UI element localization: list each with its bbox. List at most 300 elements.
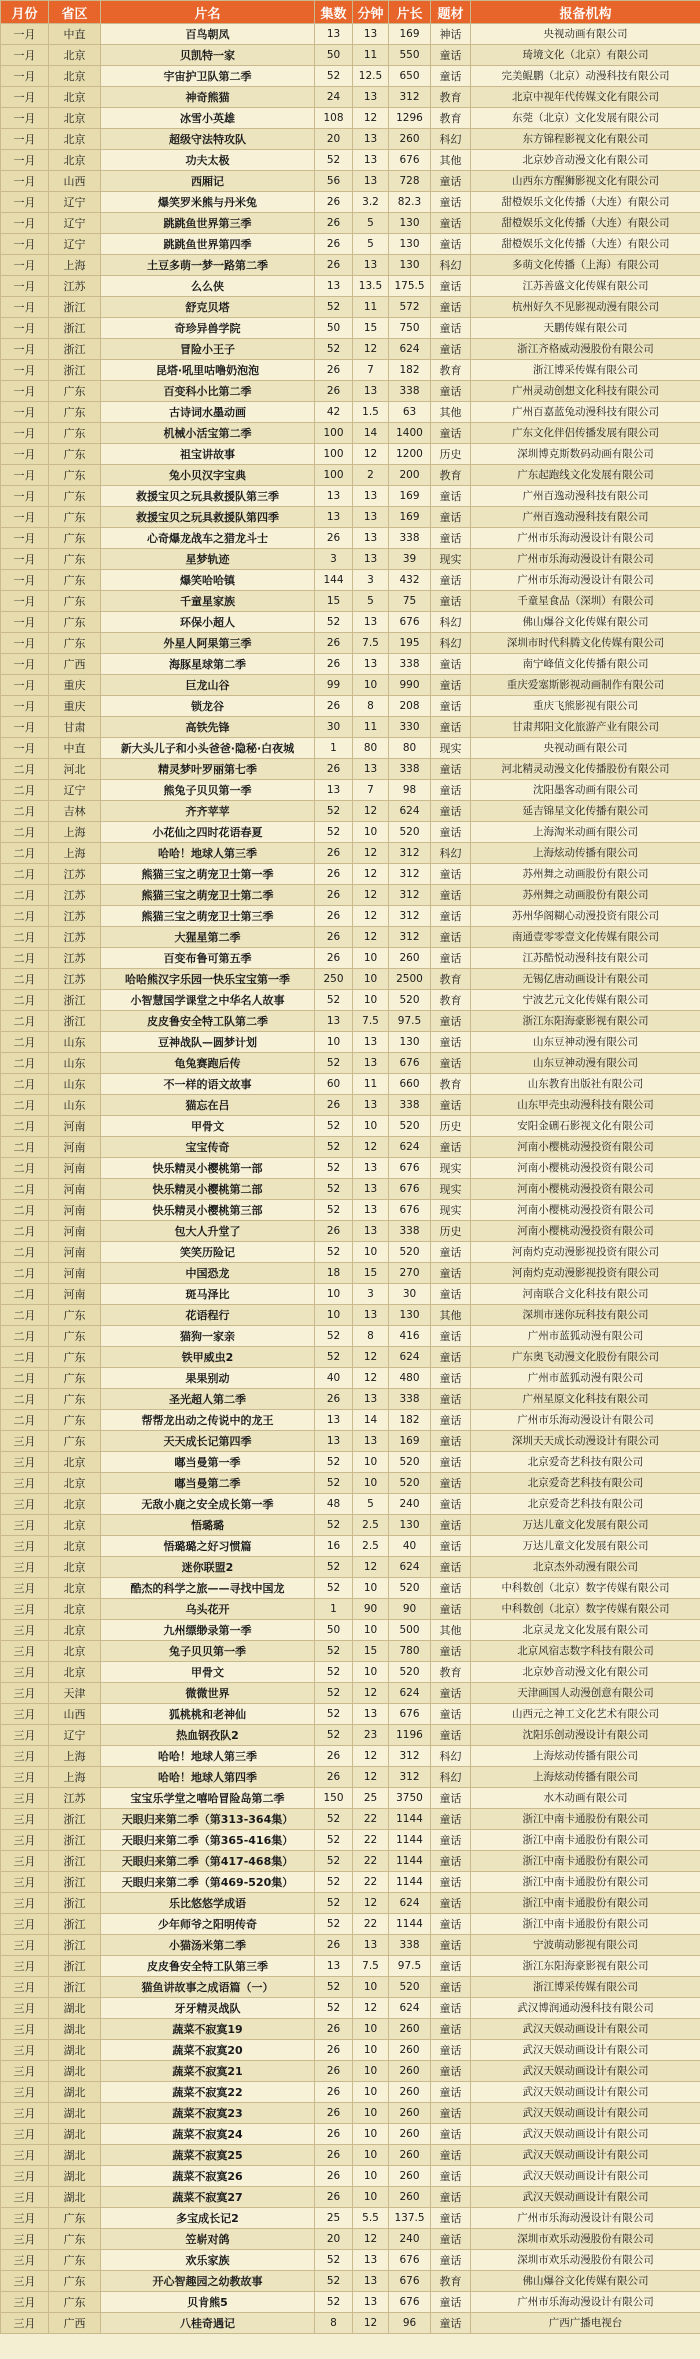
month-cell: 二月 [1,1053,49,1074]
organization-cell: 广东奥飞动漫文化股份有限公司 [471,1347,700,1368]
theme-cell: 童话 [431,1242,471,1263]
title-cell: 哈哈！地球人第四季 [101,1767,315,1788]
episodes-cell: 15 [315,591,353,612]
theme-cell: 童话 [431,423,471,444]
province-cell: 浙江 [49,1914,101,1935]
month-cell: 三月 [1,2250,49,2271]
theme-cell: 童话 [431,528,471,549]
length-cell: 676 [389,2271,431,2292]
province-cell: 浙江 [49,1977,101,1998]
title-cell: 天眼归来第二季（第313-364集） [101,1809,315,1830]
month-cell: 一月 [1,465,49,486]
episodes-cell: 52 [315,1641,353,1662]
title-cell: 皮皮鲁安全特工队第二季 [101,1011,315,1032]
length-cell: 260 [389,2187,431,2208]
table-row [1,1536,700,1557]
length-cell: 169 [389,1431,431,1452]
title-cell: 果果别动 [101,1368,315,1389]
organization-cell: 河南灼克动漫影视投资有限公司 [471,1242,700,1263]
province-cell: 浙江 [49,1830,101,1851]
month-cell: 三月 [1,1662,49,1683]
length-cell: 260 [389,2019,431,2040]
title-cell: 机械小活宝第二季 [101,423,315,444]
theme-cell: 童话 [431,1473,471,1494]
table-row [1,66,700,87]
title-cell: 熊猫三宝之萌宠卫士第一季 [101,864,315,885]
month-cell: 二月 [1,906,49,927]
minutes-cell: 10 [353,2124,389,2145]
organization-cell: 河南小樱桃动漫投资有限公司 [471,1158,700,1179]
table-row [1,2271,700,2292]
province-cell: 辽宁 [49,192,101,213]
organization-cell: 广州市乐海动漫设计有限公司 [471,2208,700,2229]
table-row [1,948,700,969]
province-cell: 浙江 [49,1956,101,1977]
table-row [1,24,700,45]
header-length: 片长 [389,1,431,24]
minutes-cell: 12 [353,801,389,822]
organization-cell: 山东豆神动漫有限公司 [471,1032,700,1053]
province-cell: 浙江 [49,1809,101,1830]
minutes-cell: 11 [353,45,389,66]
month-cell: 三月 [1,2040,49,2061]
table-row [1,1368,700,1389]
table-row [1,2103,700,2124]
episodes-cell: 13 [315,1011,353,1032]
organization-cell: 浙江中南卡通股份有限公司 [471,1914,700,1935]
minutes-cell: 2 [353,465,389,486]
minutes-cell: 80 [353,738,389,759]
minutes-cell: 15 [353,318,389,339]
organization-cell: 广州市乐海动漫设计有限公司 [471,1410,700,1431]
header-episodes: 集数 [315,1,353,24]
theme-cell: 童话 [431,570,471,591]
organization-cell: 北京妙音动漫文化有限公司 [471,1662,700,1683]
province-cell: 广东 [49,423,101,444]
theme-cell: 童话 [431,1536,471,1557]
length-cell: 676 [389,1053,431,1074]
minutes-cell: 12 [353,885,389,906]
organization-cell: 河南联合文化科技有限公司 [471,1284,700,1305]
length-cell: 240 [389,1494,431,1515]
table-row [1,612,700,633]
table-row [1,423,700,444]
organization-cell: 广州市蓝狐动漫有限公司 [471,1326,700,1347]
episodes-cell: 52 [315,1515,353,1536]
organization-cell: 浙江中南卡通股份有限公司 [471,1893,700,1914]
length-cell: 260 [389,948,431,969]
minutes-cell: 13 [353,486,389,507]
organization-cell: 安阳金硎石影视文化有限公司 [471,1116,700,1137]
theme-cell: 童话 [431,192,471,213]
episodes-cell: 52 [315,1725,353,1746]
length-cell: 624 [389,339,431,360]
theme-cell: 童话 [431,2313,471,2334]
organization-cell: 央视动画有限公司 [471,24,700,45]
minutes-cell: 2.5 [353,1515,389,1536]
month-cell: 二月 [1,1284,49,1305]
organization-cell: 北京灵龙文化发展有限公司 [471,1620,700,1641]
minutes-cell: 14 [353,1410,389,1431]
month-cell: 一月 [1,738,49,759]
month-cell: 三月 [1,1809,49,1830]
theme-cell: 童话 [431,2145,471,2166]
table-row [1,549,700,570]
episodes-cell: 100 [315,423,353,444]
month-cell: 一月 [1,255,49,276]
province-cell: 浙江 [49,318,101,339]
minutes-cell: 12 [353,1683,389,1704]
length-cell: 169 [389,486,431,507]
minutes-cell: 10 [353,2040,389,2061]
episodes-cell: 150 [315,1788,353,1809]
episodes-cell: 26 [315,948,353,969]
organization-cell: 武汉天娱动画设计有限公司 [471,2019,700,2040]
theme-cell: 童话 [431,276,471,297]
length-cell: 312 [389,906,431,927]
organization-cell: 山东甲壳虫动漫科技有限公司 [471,1095,700,1116]
province-cell: 江苏 [49,276,101,297]
table-row [1,2166,700,2187]
month-cell: 二月 [1,780,49,801]
province-cell: 北京 [49,1662,101,1683]
title-cell: 外星人阿果第三季 [101,633,315,654]
title-cell: 蔬菜不寂寞22 [101,2082,315,2103]
month-cell: 二月 [1,864,49,885]
length-cell: 520 [389,1473,431,1494]
table-row [1,234,700,255]
month-cell: 一月 [1,45,49,66]
theme-cell: 童话 [431,1872,471,1893]
organization-cell: 河南灼克动漫影视投资有限公司 [471,1263,700,1284]
length-cell: 338 [389,1935,431,1956]
table-row [1,1557,700,1578]
length-cell: 137.5 [389,2208,431,2229]
title-cell: 不一样的语文故事 [101,1074,315,1095]
title-cell: 蔬菜不寂寞19 [101,2019,315,2040]
organization-cell: 苏州舞之动画股份有限公司 [471,864,700,885]
title-cell: 猫狗一家亲 [101,1326,315,1347]
episodes-cell: 26 [315,864,353,885]
episodes-cell: 52 [315,1116,353,1137]
organization-cell: 沈阳墨客动画有限公司 [471,780,700,801]
episodes-cell: 26 [315,2187,353,2208]
title-cell: 星梦轨迹 [101,549,315,570]
episodes-cell: 18 [315,1263,353,1284]
episodes-cell: 26 [315,234,353,255]
title-cell: 巨龙山谷 [101,675,315,696]
minutes-cell: 10 [353,675,389,696]
province-cell: 广东 [49,2250,101,2271]
minutes-cell: 13 [353,528,389,549]
length-cell: 169 [389,24,431,45]
theme-cell: 童话 [431,1032,471,1053]
province-cell: 江苏 [49,969,101,990]
episodes-cell: 52 [315,1158,353,1179]
length-cell: 130 [389,213,431,234]
title-cell: 皮皮鲁安全特工队第三季 [101,1956,315,1977]
length-cell: 676 [389,612,431,633]
theme-cell: 童话 [431,927,471,948]
episodes-cell: 26 [315,1767,353,1788]
province-cell: 广东 [49,2229,101,2250]
organization-cell: 深圳市欢乐动漫股份有限公司 [471,2229,700,2250]
month-cell: 三月 [1,1893,49,1914]
table-row [1,1452,700,1473]
province-cell: 广东 [49,486,101,507]
province-cell: 广东 [49,633,101,654]
table-row [1,1788,700,1809]
theme-cell: 童话 [431,2019,471,2040]
episodes-cell: 52 [315,1473,353,1494]
organization-cell: 河北精灵动漫文化传播股份有限公司 [471,759,700,780]
episodes-cell: 250 [315,969,353,990]
length-cell: 130 [389,1305,431,1326]
table-row [1,318,700,339]
minutes-cell: 13 [353,2271,389,2292]
length-cell: 130 [389,234,431,255]
minutes-cell: 15 [353,1263,389,1284]
theme-cell: 现实 [431,1200,471,1221]
month-cell: 二月 [1,1137,49,1158]
episodes-cell: 13 [315,1410,353,1431]
organization-cell: 广西广播电视台 [471,2313,700,2334]
table-row [1,1179,700,1200]
minutes-cell: 12 [353,1746,389,1767]
table-row [1,1998,700,2019]
theme-cell: 童话 [431,1368,471,1389]
theme-cell: 童话 [431,381,471,402]
organization-cell: 天鹏传媒有限公司 [471,318,700,339]
month-cell: 三月 [1,1578,49,1599]
episodes-cell: 52 [315,1851,353,1872]
theme-cell: 童话 [431,1263,471,1284]
month-cell: 三月 [1,2124,49,2145]
length-cell: 338 [389,381,431,402]
length-cell: 260 [389,2166,431,2187]
month-cell: 二月 [1,1095,49,1116]
length-cell: 1144 [389,1809,431,1830]
month-cell: 三月 [1,1788,49,1809]
theme-cell: 童话 [431,2082,471,2103]
title-cell: 熊兔子贝贝第一季 [101,780,315,801]
length-cell: 520 [389,822,431,843]
minutes-cell: 13 [353,2250,389,2271]
theme-cell: 童话 [431,591,471,612]
province-cell: 湖北 [49,2040,101,2061]
episodes-cell: 26 [315,2082,353,2103]
organization-cell: 完美鲲鹏（北京）动漫科技有限公司 [471,66,700,87]
minutes-cell: 10 [353,822,389,843]
theme-cell: 童话 [431,654,471,675]
episodes-cell: 52 [315,1683,353,1704]
month-cell: 一月 [1,612,49,633]
organization-cell: 浙江中南卡通股份有限公司 [471,1851,700,1872]
organization-cell: 广州星原文化科技有限公司 [471,1389,700,1410]
month-cell: 三月 [1,1515,49,1536]
minutes-cell: 90 [353,1599,389,1620]
table-row [1,759,700,780]
province-cell: 北京 [49,108,101,129]
theme-cell: 历史 [431,444,471,465]
length-cell: 82.3 [389,192,431,213]
month-cell: 一月 [1,87,49,108]
title-cell: 么么侠 [101,276,315,297]
month-cell: 一月 [1,402,49,423]
table-row [1,1473,700,1494]
province-cell: 河南 [49,1221,101,1242]
minutes-cell: 12 [353,1347,389,1368]
minutes-cell: 10 [353,948,389,969]
province-cell: 广西 [49,2313,101,2334]
organization-cell: 河南小樱桃动漫投资有限公司 [471,1200,700,1221]
minutes-cell: 13 [353,507,389,528]
length-cell: 98 [389,780,431,801]
month-cell: 一月 [1,696,49,717]
month-cell: 三月 [1,2145,49,2166]
episodes-cell: 26 [315,528,353,549]
theme-cell: 童话 [431,1515,471,1536]
month-cell: 二月 [1,885,49,906]
minutes-cell: 22 [353,1851,389,1872]
organization-cell: 浙江中南卡通股份有限公司 [471,1872,700,1893]
organization-cell: 深圳博克斯数码动画有限公司 [471,444,700,465]
organization-cell: 宁波萌动影视有限公司 [471,1935,700,1956]
theme-cell: 童话 [431,2061,471,2082]
province-cell: 浙江 [49,1851,101,1872]
theme-cell: 童话 [431,717,471,738]
minutes-cell: 10 [353,1578,389,1599]
table-row [1,1389,700,1410]
length-cell: 182 [389,360,431,381]
theme-cell: 科幻 [431,843,471,864]
province-cell: 浙江 [49,1893,101,1914]
month-cell: 一月 [1,591,49,612]
theme-cell: 教育 [431,990,471,1011]
organization-cell: 北京杰外动漫有限公司 [471,1557,700,1578]
table-row [1,1200,700,1221]
length-cell: 1144 [389,1830,431,1851]
title-cell: 乌头花开 [101,1599,315,1620]
province-cell: 广东 [49,444,101,465]
length-cell: 780 [389,1641,431,1662]
table-row [1,1956,700,1977]
episodes-cell: 1 [315,738,353,759]
minutes-cell: 12 [353,864,389,885]
length-cell: 1196 [389,1725,431,1746]
month-cell: 三月 [1,2292,49,2313]
table-row [1,444,700,465]
province-cell: 广东 [49,2208,101,2229]
theme-cell: 科幻 [431,129,471,150]
table-row [1,339,700,360]
episodes-cell: 26 [315,2145,353,2166]
episodes-cell: 52 [315,150,353,171]
province-cell: 广东 [49,612,101,633]
province-cell: 山西 [49,171,101,192]
episodes-cell: 52 [315,990,353,1011]
theme-cell: 童话 [431,1578,471,1599]
title-cell: 小花仙之四时花语春夏 [101,822,315,843]
length-cell: 63 [389,402,431,423]
organization-cell: 北京妙音动漫文化有限公司 [471,150,700,171]
length-cell: 676 [389,1179,431,1200]
month-cell: 一月 [1,108,49,129]
month-cell: 二月 [1,1242,49,1263]
length-cell: 75 [389,591,431,612]
minutes-cell: 13.5 [353,276,389,297]
organization-cell: 山东豆神动漫有限公司 [471,1053,700,1074]
length-cell: 39 [389,549,431,570]
length-cell: 500 [389,1620,431,1641]
province-cell: 广东 [49,465,101,486]
theme-cell: 童话 [431,234,471,255]
province-cell: 北京 [49,87,101,108]
title-cell: 多宝成长记2 [101,2208,315,2229]
month-cell: 二月 [1,801,49,822]
minutes-cell: 1.5 [353,402,389,423]
theme-cell: 童话 [431,1683,471,1704]
title-cell: 跳跳鱼世界第四季 [101,234,315,255]
title-cell: 熊猫三宝之萌宠卫士第二季 [101,885,315,906]
title-cell: 小智慧国学课堂之中华名人故事 [101,990,315,1011]
length-cell: 624 [389,1893,431,1914]
title-cell: 土豆多萌一梦一路第二季 [101,255,315,276]
organization-cell: 浙江博采传媒有限公司 [471,360,700,381]
episodes-cell: 25 [315,2208,353,2229]
theme-cell: 其他 [431,150,471,171]
theme-cell: 童话 [431,801,471,822]
province-cell: 重庆 [49,696,101,717]
minutes-cell: 13 [353,1158,389,1179]
title-cell: 超级守法特攻队 [101,129,315,150]
theme-cell: 教育 [431,108,471,129]
theme-cell: 童话 [431,318,471,339]
province-cell: 北京 [49,1620,101,1641]
episodes-cell: 48 [315,1494,353,1515]
province-cell: 中直 [49,24,101,45]
table-row [1,780,700,801]
theme-cell: 童话 [431,1998,471,2019]
month-cell: 三月 [1,1767,49,1788]
organization-cell: 武汉天娱动画设计有限公司 [471,2082,700,2103]
episodes-cell: 52 [315,1914,353,1935]
title-cell: 心奇爆龙战车之猎龙斗士 [101,528,315,549]
length-cell: 572 [389,297,431,318]
table-row [1,108,700,129]
length-cell: 338 [389,1221,431,1242]
episodes-cell: 52 [315,1137,353,1158]
theme-cell: 童话 [431,507,471,528]
month-cell: 三月 [1,1956,49,1977]
length-cell: 990 [389,675,431,696]
province-cell: 广东 [49,381,101,402]
theme-cell: 童话 [431,66,471,87]
table-row [1,2208,700,2229]
title-cell: 八桂奇遇记 [101,2313,315,2334]
organization-cell: 万达儿童文化发展有限公司 [471,1515,700,1536]
episodes-cell: 26 [315,2061,353,2082]
theme-cell: 童话 [431,1851,471,1872]
month-cell: 一月 [1,129,49,150]
length-cell: 520 [389,1977,431,1998]
organization-cell: 北京爱奇艺科技有限公司 [471,1473,700,1494]
episodes-cell: 20 [315,2229,353,2250]
episodes-cell: 26 [315,2040,353,2061]
title-cell: 蔬菜不寂寞20 [101,2040,315,2061]
table-row [1,990,700,1011]
title-cell: 贝凯特一家 [101,45,315,66]
